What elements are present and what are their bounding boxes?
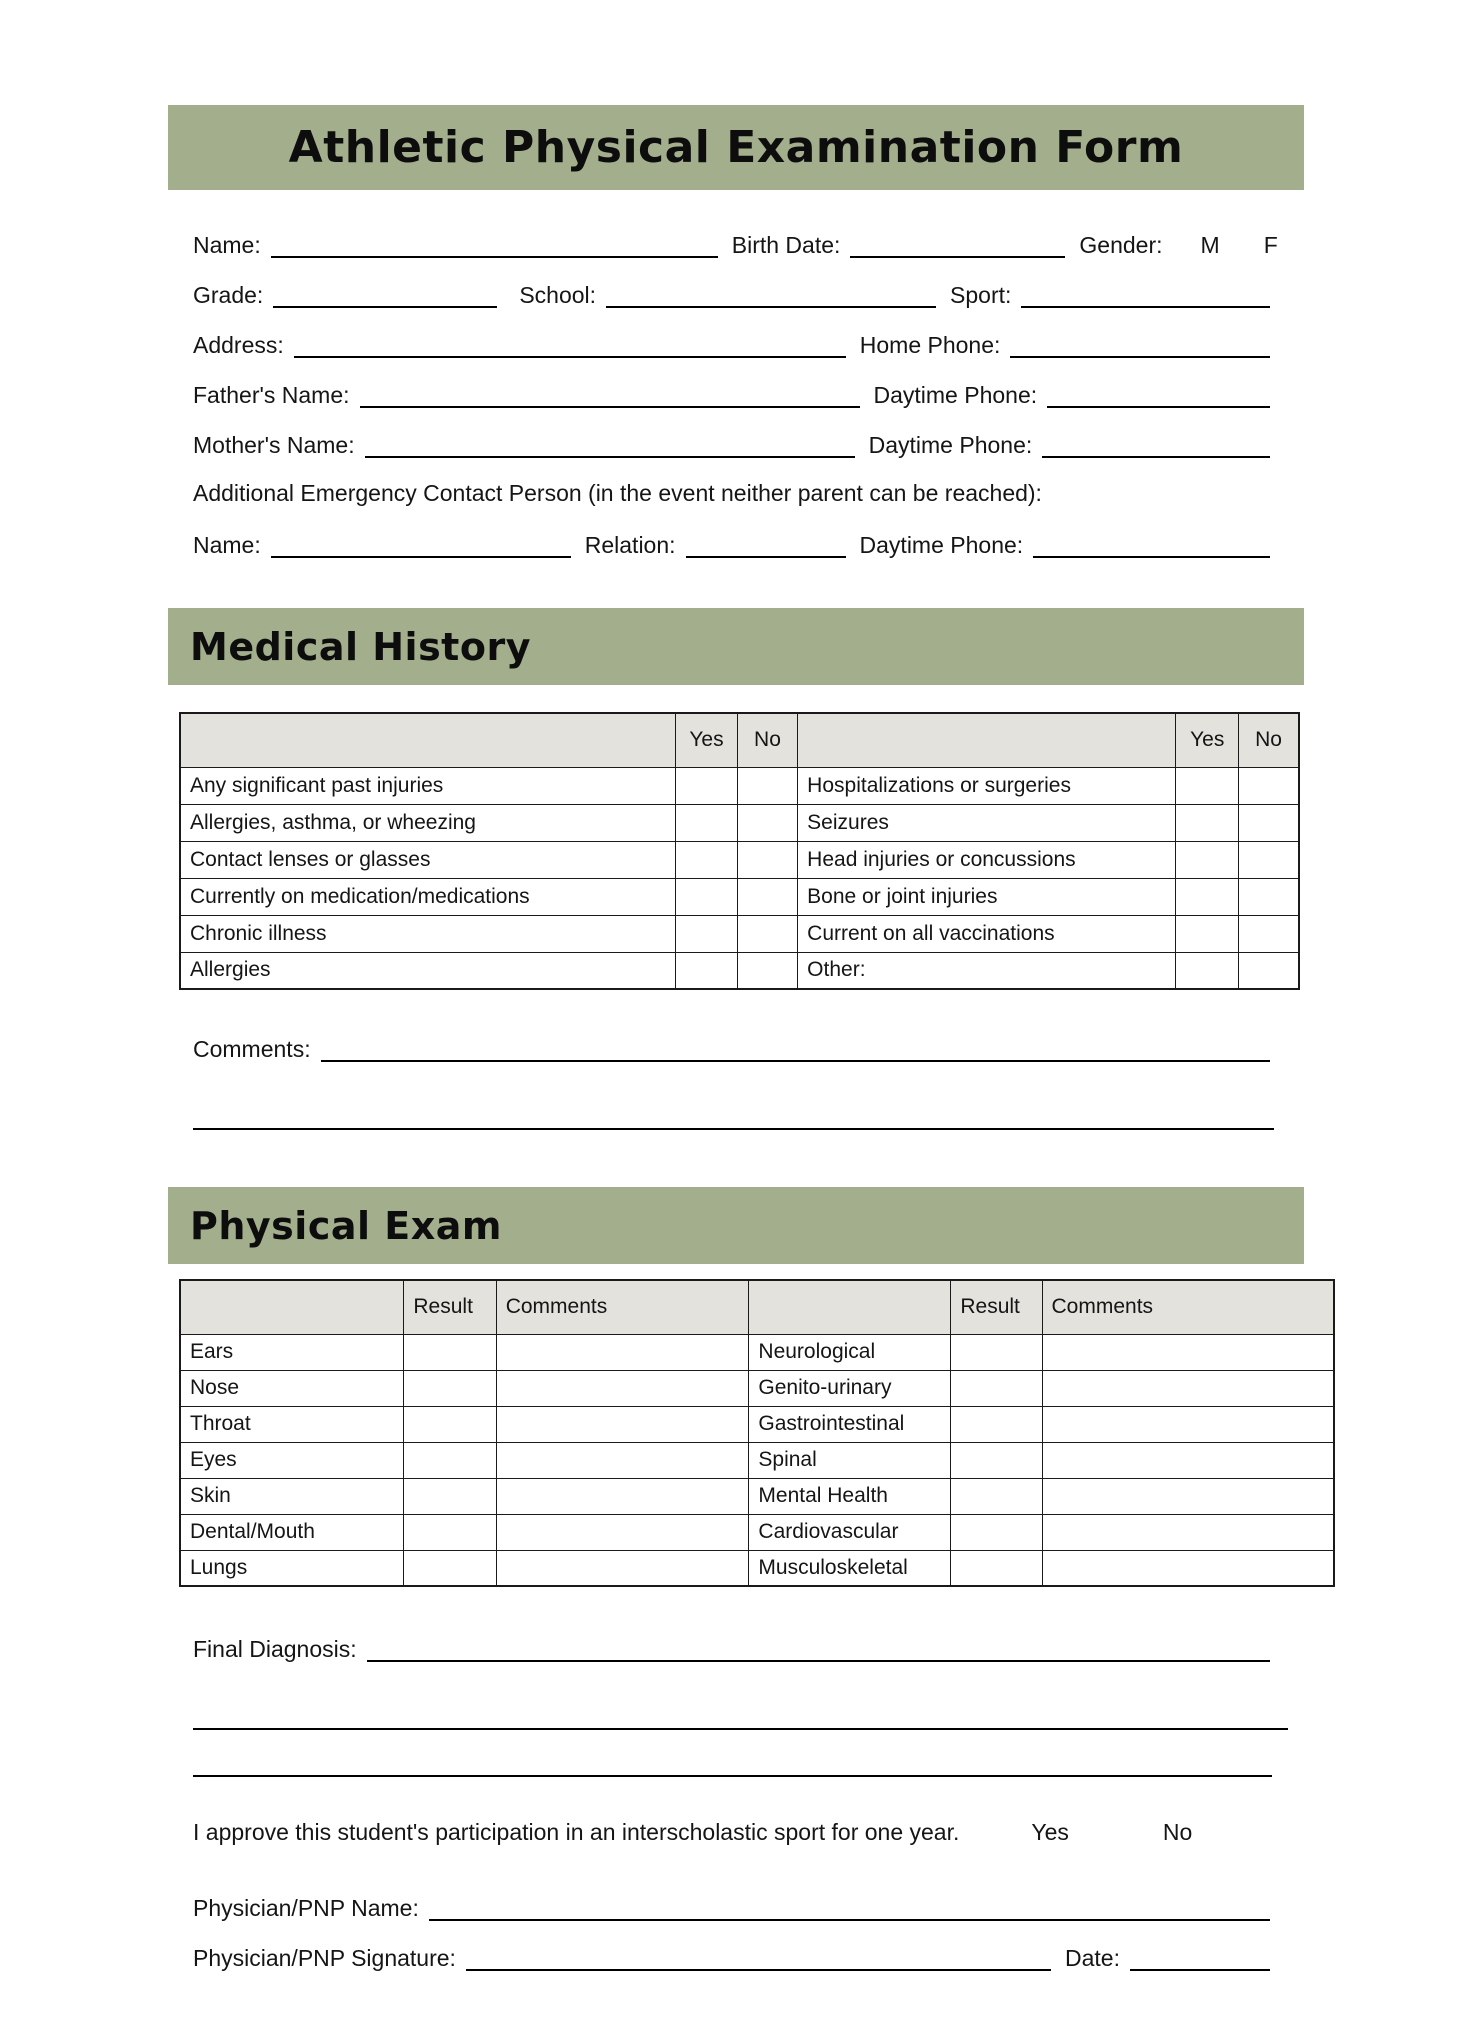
mh-yes-cell[interactable] [676,841,738,878]
mh-item-label: Head injuries or concussions [798,841,1176,878]
pe-result-cell[interactable] [951,1334,1042,1370]
mh-no-cell[interactable] [1239,952,1299,989]
mother-name-input-line[interactable] [365,434,855,458]
mh-yes-cell[interactable] [676,952,738,989]
mh-no-cell[interactable] [1239,915,1299,952]
mh-header-blank-left [180,713,676,767]
gender-label: Gender: [1079,232,1163,258]
pe-comments-cell[interactable] [496,1334,749,1370]
physician-name-input-line[interactable] [429,1897,1270,1921]
pe-item-label: Neurological [749,1334,951,1370]
mh-item-label: Contact lenses or glasses [180,841,676,878]
mh-no-cell[interactable] [1239,767,1299,804]
pe-comments-cell[interactable] [1042,1550,1334,1586]
mother-name-label: Mother's Name: [193,432,355,458]
gender-option-male[interactable]: M [1200,232,1220,258]
medical-history-title: Medical History [190,624,531,669]
pe-result-cell[interactable] [951,1550,1042,1586]
pe-result-cell[interactable] [404,1406,496,1442]
medical-history-banner [168,608,1304,685]
pe-item-label: Mental Health [749,1478,951,1514]
birth-date-input-line[interactable] [850,234,1065,258]
pe-comments-cell[interactable] [496,1370,749,1406]
mh-yes-cell[interactable] [676,767,738,804]
mh-comments-input-line-2[interactable] [193,1084,1274,1130]
pe-comments-cell[interactable] [496,1406,749,1442]
sport-label: Sport: [950,282,1012,308]
mh-row [180,841,1299,878]
mh-item-label: Allergies, asthma, or wheezing [180,804,676,841]
sport-input-line[interactable] [1021,284,1270,308]
pe-header-comments-right: Comments [1042,1280,1334,1334]
pe-header-result-left: Result [404,1280,496,1334]
mh-row [180,915,1299,952]
mh-comments-label: Comments: [193,1036,311,1062]
pe-header-result-right: Result [951,1280,1042,1334]
pe-item-label: Ears [180,1334,404,1370]
mh-no-cell[interactable] [737,767,797,804]
mh-row [180,767,1299,804]
pe-header-blank-left [180,1280,404,1334]
emergency-name-label: Name: [193,532,261,558]
mh-yes-cell[interactable] [676,804,738,841]
mh-no-cell[interactable] [737,841,797,878]
pe-comments-cell[interactable] [1042,1406,1334,1442]
emergency-name-input-line[interactable] [271,534,571,558]
physical-exam-table [179,1279,1335,1587]
mh-yes-cell[interactable] [1176,952,1239,989]
pe-item-label: Musculoskeletal [749,1550,951,1586]
physical-exam-title: Physical Exam [190,1203,502,1248]
father-name-input-line[interactable] [360,384,860,408]
emergency-daytime-phone-input-line[interactable] [1033,534,1270,558]
pe-item-label: Eyes [180,1442,404,1478]
home-phone-input-line[interactable] [1010,334,1270,358]
mh-item-label: Other: [798,952,1176,989]
pe-item-label: Dental/Mouth [180,1514,404,1550]
pe-comments-cell[interactable] [1042,1442,1334,1478]
mh-header-blank-right [798,713,1176,767]
pe-row [180,1514,1334,1550]
grade-row [193,280,1270,308]
mh-row [180,804,1299,841]
mh-item-label: Chronic illness [180,915,676,952]
physician-signature-row [193,1943,1270,1971]
mh-header-no-left: No [737,713,797,767]
mh-item-label: Allergies [180,952,676,989]
gender-option-female[interactable]: F [1263,232,1278,258]
birth-date-label: Birth Date: [731,232,841,258]
mh-item-label: Hospitalizations or surgeries [798,767,1176,804]
mh-header-no-right: No [1239,713,1299,767]
pe-header-blank-right [749,1280,951,1334]
mh-no-cell[interactable] [1239,804,1299,841]
pe-result-cell[interactable] [404,1478,496,1514]
pe-result-cell[interactable] [404,1334,496,1370]
pe-row [180,1550,1334,1586]
pe-item-label: Cardiovascular [749,1514,951,1550]
pe-result-cell[interactable] [951,1442,1042,1478]
physician-signature-label: Physician/PNP Signature: [193,1945,456,1971]
emergency-contact-row [193,530,1270,558]
physical-exam-banner [168,1187,1304,1264]
final-diagnosis-input-line-2[interactable] [193,1684,1288,1730]
emergency-daytime-phone-label: Daytime Phone: [859,532,1024,558]
pe-item-label: Skin [180,1478,404,1514]
grade-label: Grade: [193,282,264,308]
mh-no-cell[interactable] [1239,841,1299,878]
approval-statement: I approve this student's participation in an interscholastic sport for one year. [193,1819,960,1845]
physician-name-label: Physician/PNP Name: [193,1895,419,1921]
pe-item-label: Gastrointestinal [749,1406,951,1442]
physician-signature-input-line[interactable] [466,1947,1051,1971]
date-input-line[interactable] [1130,1947,1270,1971]
pe-comments-cell[interactable] [496,1550,749,1586]
mh-header-row [180,713,1299,767]
mh-item-label: Current on all vaccinations [798,915,1176,952]
date-label: Date: [1065,1945,1120,1971]
mh-no-cell[interactable] [737,915,797,952]
mh-yes-cell[interactable] [1176,878,1239,915]
name-label: Name: [193,232,261,258]
mh-yes-cell[interactable] [1176,767,1239,804]
pe-row [180,1370,1334,1406]
father-name-label: Father's Name: [193,382,350,408]
final-diagnosis-row [193,1634,1270,1662]
mh-header-yes-right: Yes [1176,713,1239,767]
grade-input-line[interactable] [273,284,497,308]
pe-result-cell[interactable] [951,1478,1042,1514]
mh-item-label: Seizures [798,804,1176,841]
pe-item-label: Nose [180,1370,404,1406]
mh-comments-input-line[interactable] [321,1038,1270,1062]
mh-no-cell[interactable] [1239,878,1299,915]
final-diagnosis-input-line-3[interactable] [193,1730,1272,1777]
school-label: School: [519,282,597,308]
mh-yes-cell[interactable] [1176,804,1239,841]
pe-comments-cell[interactable] [496,1514,749,1550]
mh-yes-cell[interactable] [676,878,738,915]
pe-header-comments-left: Comments [496,1280,749,1334]
pe-row [180,1442,1334,1478]
final-diagnosis-input-line[interactable] [367,1638,1270,1662]
emergency-relation-label: Relation: [584,532,676,558]
emergency-contact-note: Additional Emergency Contact Person (in the event neither parent can be reached): [193,480,1042,506]
pe-comments-cell[interactable] [496,1442,749,1478]
mh-yes-cell[interactable] [676,915,738,952]
emergency-relation-input-line[interactable] [686,534,846,558]
pe-item-label: Throat [180,1406,404,1442]
pe-result-cell[interactable] [404,1442,496,1478]
address-input-line[interactable] [294,334,846,358]
pe-result-cell[interactable] [404,1514,496,1550]
mh-header-yes-left: Yes [676,713,738,767]
pe-comments-cell[interactable] [496,1478,749,1514]
pe-result-cell[interactable] [404,1550,496,1586]
form-page [0,105,1484,2025]
mh-yes-cell[interactable] [1176,841,1239,878]
pe-item-label: Genito-urinary [749,1370,951,1406]
pe-result-cell[interactable] [951,1514,1042,1550]
pe-row [180,1478,1334,1514]
pe-comments-cell[interactable] [1042,1514,1334,1550]
mh-row [180,878,1299,915]
mother-row [193,430,1270,458]
father-daytime-phone-input-line[interactable] [1047,384,1270,408]
mother-daytime-phone-input-line[interactable] [1042,434,1270,458]
mh-item-label: Bone or joint injuries [798,878,1176,915]
school-input-line[interactable] [606,284,936,308]
father-row [193,380,1270,408]
mother-daytime-phone-label: Daytime Phone: [868,432,1033,458]
pe-item-label: Spinal [749,1442,951,1478]
address-label: Address: [193,332,284,358]
approval-option-yes[interactable]: Yes [1031,1819,1069,1845]
final-diagnosis-label: Final Diagnosis: [193,1636,357,1662]
mh-no-cell[interactable] [737,878,797,915]
home-phone-label: Home Phone: [859,332,1001,358]
mh-no-cell[interactable] [737,804,797,841]
approval-row [193,1817,1270,1845]
page-title: Athletic Physical Examination Form [288,122,1184,173]
mh-comments-row [193,1034,1270,1062]
approval-option-no[interactable]: No [1162,1819,1193,1845]
mh-no-cell[interactable] [737,952,797,989]
pe-row [180,1406,1334,1442]
mh-row [180,952,1299,989]
address-row [193,330,1270,358]
pe-result-cell[interactable] [951,1406,1042,1442]
pe-comments-cell[interactable] [1042,1478,1334,1514]
father-daytime-phone-label: Daytime Phone: [873,382,1038,408]
demographics-section [193,230,1278,558]
pe-comments-cell[interactable] [1042,1370,1334,1406]
name-input-line[interactable] [271,234,718,258]
medical-history-table [179,712,1300,990]
mh-item-label: Currently on medication/medications [180,878,676,915]
pe-row [180,1334,1334,1370]
mh-yes-cell[interactable] [1176,915,1239,952]
pe-header-row [180,1280,1334,1334]
name-row [193,230,1278,258]
physician-name-row [193,1893,1270,1921]
pe-result-cell[interactable] [951,1370,1042,1406]
pe-comments-cell[interactable] [1042,1334,1334,1370]
pe-result-cell[interactable] [404,1370,496,1406]
title-banner [168,105,1304,190]
pe-item-label: Lungs [180,1550,404,1586]
mh-item-label: Any significant past injuries [180,767,676,804]
